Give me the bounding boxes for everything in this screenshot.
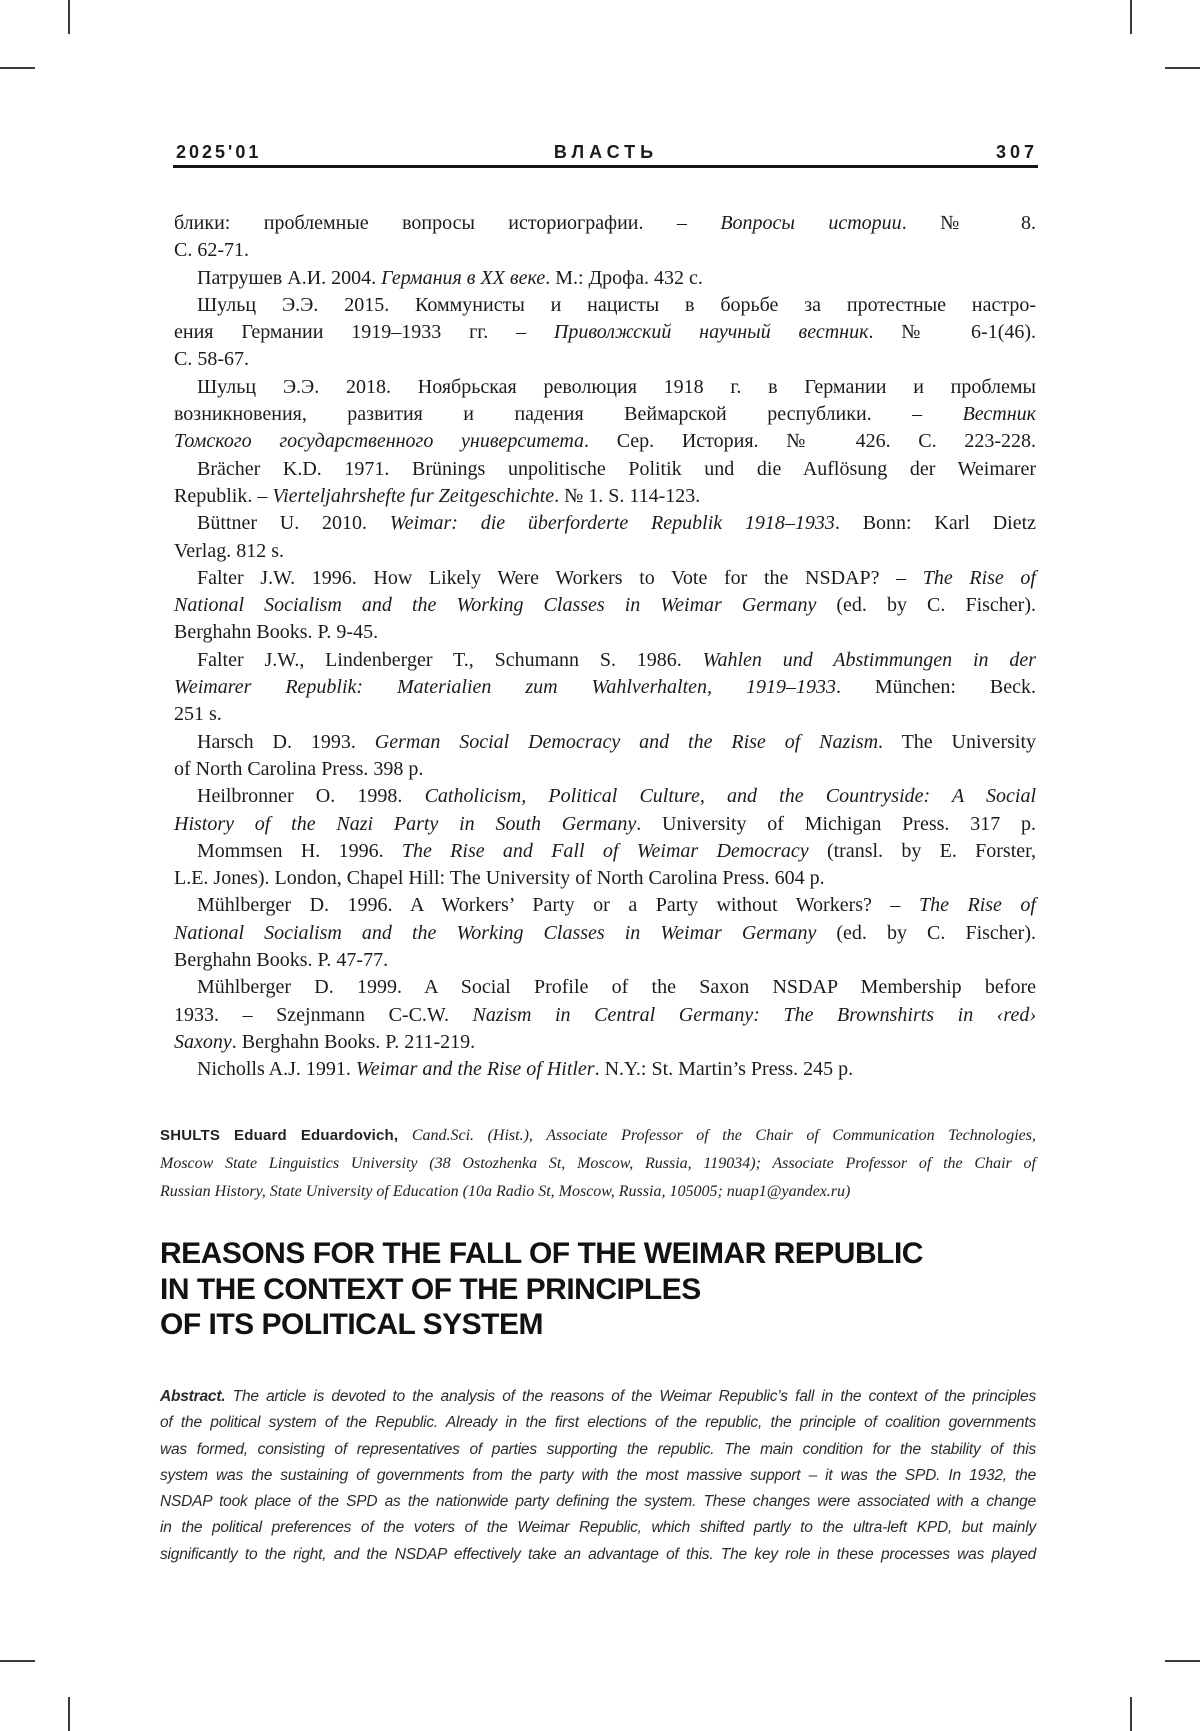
reference-line — [174, 592, 1036, 619]
reference-line-segment: (ed. by C. Fischer). — [816, 921, 1036, 944]
reference-line — [174, 892, 1036, 919]
reference-line — [174, 783, 1036, 810]
reference-line-segment: The Rise and Fall of Weimar Democracy — [401, 839, 809, 862]
reference-line-segment: Nazism in Central Germany: The Brownshirts in ‹red› — [472, 1003, 1036, 1026]
reference-line-segment: Mühlberger D. 1996. A Workers’ Party or a Party without Workers? – — [197, 894, 919, 917]
reference-line — [174, 947, 1036, 974]
crop-mark-bottom-right-horizontal — [1165, 1660, 1200, 1662]
reference-line — [174, 483, 1036, 510]
crop-mark-top-right-horizontal — [1165, 67, 1200, 69]
header-journal-title: ВЛАСТЬ — [553, 142, 659, 162]
reference-line-segment: . № 1. S. 114-123. — [554, 484, 701, 507]
reference-line-segment: National Socialism and the Working Classes in Weimar Germany — [174, 921, 817, 944]
article-title-line: IN THE CONTEXT OF THE PRINCIPLES — [160, 1272, 701, 1306]
abstract-line — [160, 1489, 1036, 1515]
reference-line — [174, 401, 1036, 428]
abstract-line-segment: significantly to the right, and the NSDAP effectively take an advantage of this. The key role in these processes was played — [160, 1545, 1036, 1563]
reference-line-segment: Büttner U. 2010. — [197, 512, 390, 535]
abstract-line-segment: system was the sustaining of governments from the party with the most massive support – it was the SPD. In 1932, the — [160, 1466, 1036, 1484]
reference-line-segment: Catholicism, Political Culture, and the Countryside: A Social — [424, 785, 1036, 808]
reference-line-segment: Германия в XX веке — [381, 266, 546, 289]
reference-line-segment: Republik. – — [174, 484, 273, 507]
reference-line-segment: . The University — [878, 730, 1036, 753]
reference-line — [174, 292, 1036, 319]
reference-line-segment: С. 62-71. — [174, 239, 249, 262]
reference-line-segment: German Social Democracy and the Rise of Nazism — [374, 730, 879, 753]
reference-line — [174, 210, 1036, 237]
author-note-line-segment: Cand.Sci. (Hist.), Associate Professor of the Chair of Communication Technologies, — [398, 1127, 1036, 1144]
abstract-line — [160, 1463, 1036, 1489]
reference-line — [174, 701, 1036, 728]
reference-line — [174, 265, 1036, 292]
reference-line — [174, 838, 1036, 865]
abstract-line — [160, 1542, 1036, 1568]
reference-line-segment: Nicholls A.J. 1991. — [197, 1058, 356, 1081]
header-page-number: 307 — [995, 142, 1038, 162]
reference-line-segment: Weimar and the Rise of Hitler — [355, 1058, 595, 1081]
reference-line-segment: of North Carolina Press. 398 p. — [174, 757, 424, 780]
reference-line-segment: Weimar: die überforderte Republik 1918–1933 — [389, 512, 835, 535]
reference-line — [174, 374, 1036, 401]
reference-line-segment: С. 58-67. — [174, 348, 249, 371]
reference-line-segment: Вестник — [962, 403, 1036, 426]
reference-line-segment: 1933. – Szejnmann C-C.W. — [174, 1003, 473, 1026]
crop-mark-top-right-vertical — [1130, 0, 1132, 34]
reference-line-segment: . University of Michigan Press. 317 p. — [636, 812, 1036, 835]
header-rule — [173, 165, 1038, 168]
author-note-line-segment: Moscow State Linguistics University (38 Ostozhenka St, Moscow, Russia, 119034); Associate Professor of the Chair of — [160, 1155, 1036, 1172]
reference-line — [174, 674, 1036, 701]
reference-line-segment: Вопросы истории — [720, 212, 902, 234]
page-header — [174, 142, 1038, 164]
author-note-line — [160, 1150, 1036, 1178]
reference-line-segment: Mühlberger D. 1999. A Social Profile of the Saxon NSDAP Membership before — [197, 976, 1036, 999]
reference-line-segment: Berghahn Books. P. 47-77. — [174, 949, 389, 972]
crop-mark-top-left-horizontal — [0, 67, 35, 69]
article-title — [160, 1236, 1040, 1343]
crop-mark-bottom-right-vertical — [1130, 1697, 1132, 1731]
reference-line — [174, 1002, 1036, 1029]
reference-line-segment: Шульц Э.Э. 2018. Ноябрьская революция 1918 г. в Германии и проблемы — [197, 375, 1036, 398]
reference-line-segment: Brächer K.D. 1971. Brünings unpolitische Politik und die Auflösung der Weimarer — [197, 457, 1036, 480]
reference-line-segment: L.E. Jones). London, Chapel Hill: The University of North Carolina Press. 604 p. — [174, 867, 825, 890]
reference-line-segment: Falter J.W. 1996. How Likely Were Workers to Vote for the NSDAP? – — [197, 566, 923, 589]
reference-line — [174, 920, 1036, 947]
reference-line-segment: Weimarer Republik: Materialien zum Wahlverhalten, 1919–1933 — [174, 676, 836, 699]
abstract-line — [160, 1515, 1036, 1541]
abstract-line — [160, 1437, 1036, 1463]
reference-line-segment: . № 8. — [901, 212, 1036, 234]
reference-line — [174, 756, 1036, 783]
reference-line — [174, 811, 1036, 838]
reference-line-segment: Heilbronner O. 1998. — [197, 785, 425, 808]
reference-line-segment: (ed. by C. Fischer). — [816, 594, 1036, 617]
reference-line-segment: The Rise of — [922, 566, 1036, 589]
reference-line-segment: . Сер. История. № 426. С. 223-228. — [584, 430, 1036, 453]
reference-line — [174, 456, 1036, 483]
reference-line-segment: Wahlen und Abstimmungen in der — [702, 648, 1037, 671]
article-title-line: REASONS FOR THE FALL OF THE WEIMAR REPUBLIC — [160, 1237, 923, 1270]
reference-line-segment: блики: проблемные вопросы историографии. – — [174, 212, 721, 234]
crop-mark-bottom-left-horizontal — [0, 1660, 35, 1662]
reference-line-segment: Шульц Э.Э. 2015. Коммунисты и нацисты в борьбе за протестные настро- — [197, 293, 1036, 316]
reference-line-segment: ения Германии 1919–1933 гг. – — [174, 321, 554, 344]
reference-line-segment: Berghahn Books. P. 9-45. — [174, 621, 379, 644]
crop-mark-top-left-vertical — [68, 0, 70, 34]
article-title-line: OF ITS POLITICAL SYSTEM — [160, 1308, 543, 1341]
reference-line-segment: Falter J.W., Lindenberger T., Schumann S. 1986. — [197, 648, 703, 671]
reference-line-segment: Приволжский научный вестник — [553, 321, 869, 344]
reference-line — [174, 538, 1036, 565]
reference-line — [174, 647, 1036, 674]
reference-line — [174, 729, 1036, 756]
abstract — [160, 1384, 1036, 1568]
reference-line-segment: Mommsen H. 1996. — [197, 839, 402, 862]
reference-line — [174, 974, 1036, 1001]
reference-line-segment: . München: Beck. — [835, 676, 1037, 699]
reference-line-segment: Патрушев А.И. 2004. — [197, 266, 382, 289]
reference-line-segment: . N.Y.: St. Martin’s Press. 245 p. — [594, 1058, 854, 1081]
reference-line-segment: The Rise of — [918, 894, 1036, 917]
reference-line — [174, 319, 1036, 346]
abstract-line-segment: The article is devoted to the analysis of the reasons of the Weimar Republic’s fall in the context of the principles — [225, 1388, 1036, 1405]
author-note-line — [160, 1178, 1036, 1206]
reference-line-segment: History of the Nazi Party in South Germany — [174, 812, 637, 835]
reference-line-segment: . № 6-1(46). — [868, 321, 1037, 344]
reference-line-segment: . М.: Дрофа. 432 с. — [545, 266, 703, 289]
reference-line-segment: Saxony — [174, 1030, 232, 1053]
author-note — [160, 1122, 1036, 1206]
reference-line — [174, 1056, 1036, 1083]
abstract-line — [160, 1384, 1036, 1410]
reference-line-segment: возникновения, развития и падения Веймарской республики. – — [174, 403, 963, 426]
abstract-line-segment: in the political preferences of the voters of the Weimar Republic, which shifted partly to the ultra-left KPD, but mainly — [160, 1519, 1036, 1537]
reference-line-segment: (transl. by E. Forster, — [808, 839, 1037, 862]
reference-line-segment: 251 s. — [174, 703, 222, 726]
reference-line-segment: National Socialism and the Working Classes in Weimar Germany — [174, 594, 817, 617]
reference-line-segment: Harsch D. 1993. — [197, 730, 375, 753]
reference-line-segment: Томского государственного университета — [174, 430, 585, 453]
reference-line-segment: . Berghahn Books. P. 211-219. — [231, 1030, 476, 1053]
reference-line — [174, 428, 1036, 455]
reference-line — [174, 865, 1036, 892]
abstract-line-segment: NSDAP took place of the SPD as the nationwide party defining the system. These changes were associated with a change — [160, 1493, 1036, 1511]
reference-line — [174, 619, 1036, 646]
abstract-line-segment: of the political system of the Republic. Already in the first elections of the republic, the principle of coalition governments — [160, 1414, 1036, 1432]
abstract-line — [160, 1410, 1036, 1436]
abstract-line-segment: was formed, consisting of representatives of parties supporting the republic. The main condition for the stability of this — [160, 1440, 1036, 1458]
reference-line — [174, 565, 1036, 592]
reference-line — [174, 510, 1036, 537]
author-note-line — [160, 1122, 1036, 1150]
references-list — [174, 210, 1036, 1084]
author-note-line-segment: SHULTS Eduard Eduardovich, — [160, 1127, 399, 1144]
reference-line-segment: Verlag. 812 s. — [174, 539, 284, 562]
reference-line — [174, 237, 1036, 264]
reference-line — [174, 346, 1036, 373]
abstract-line-segment: Abstract. — [160, 1388, 226, 1405]
reference-line — [174, 1029, 1036, 1056]
author-note-line-segment: Russian History, State University of Education (10a Radio St, Moscow, Russia, 105005; nuap1@yandex.ru) — [160, 1183, 851, 1200]
reference-line-segment: . Bonn: Karl Dietz — [834, 512, 1037, 535]
reference-line-segment: Vierteljahrshefte fur Zeitgeschichte — [272, 484, 555, 507]
crop-mark-bottom-left-vertical — [68, 1697, 70, 1731]
header-issue: 2025'01 — [176, 142, 262, 162]
